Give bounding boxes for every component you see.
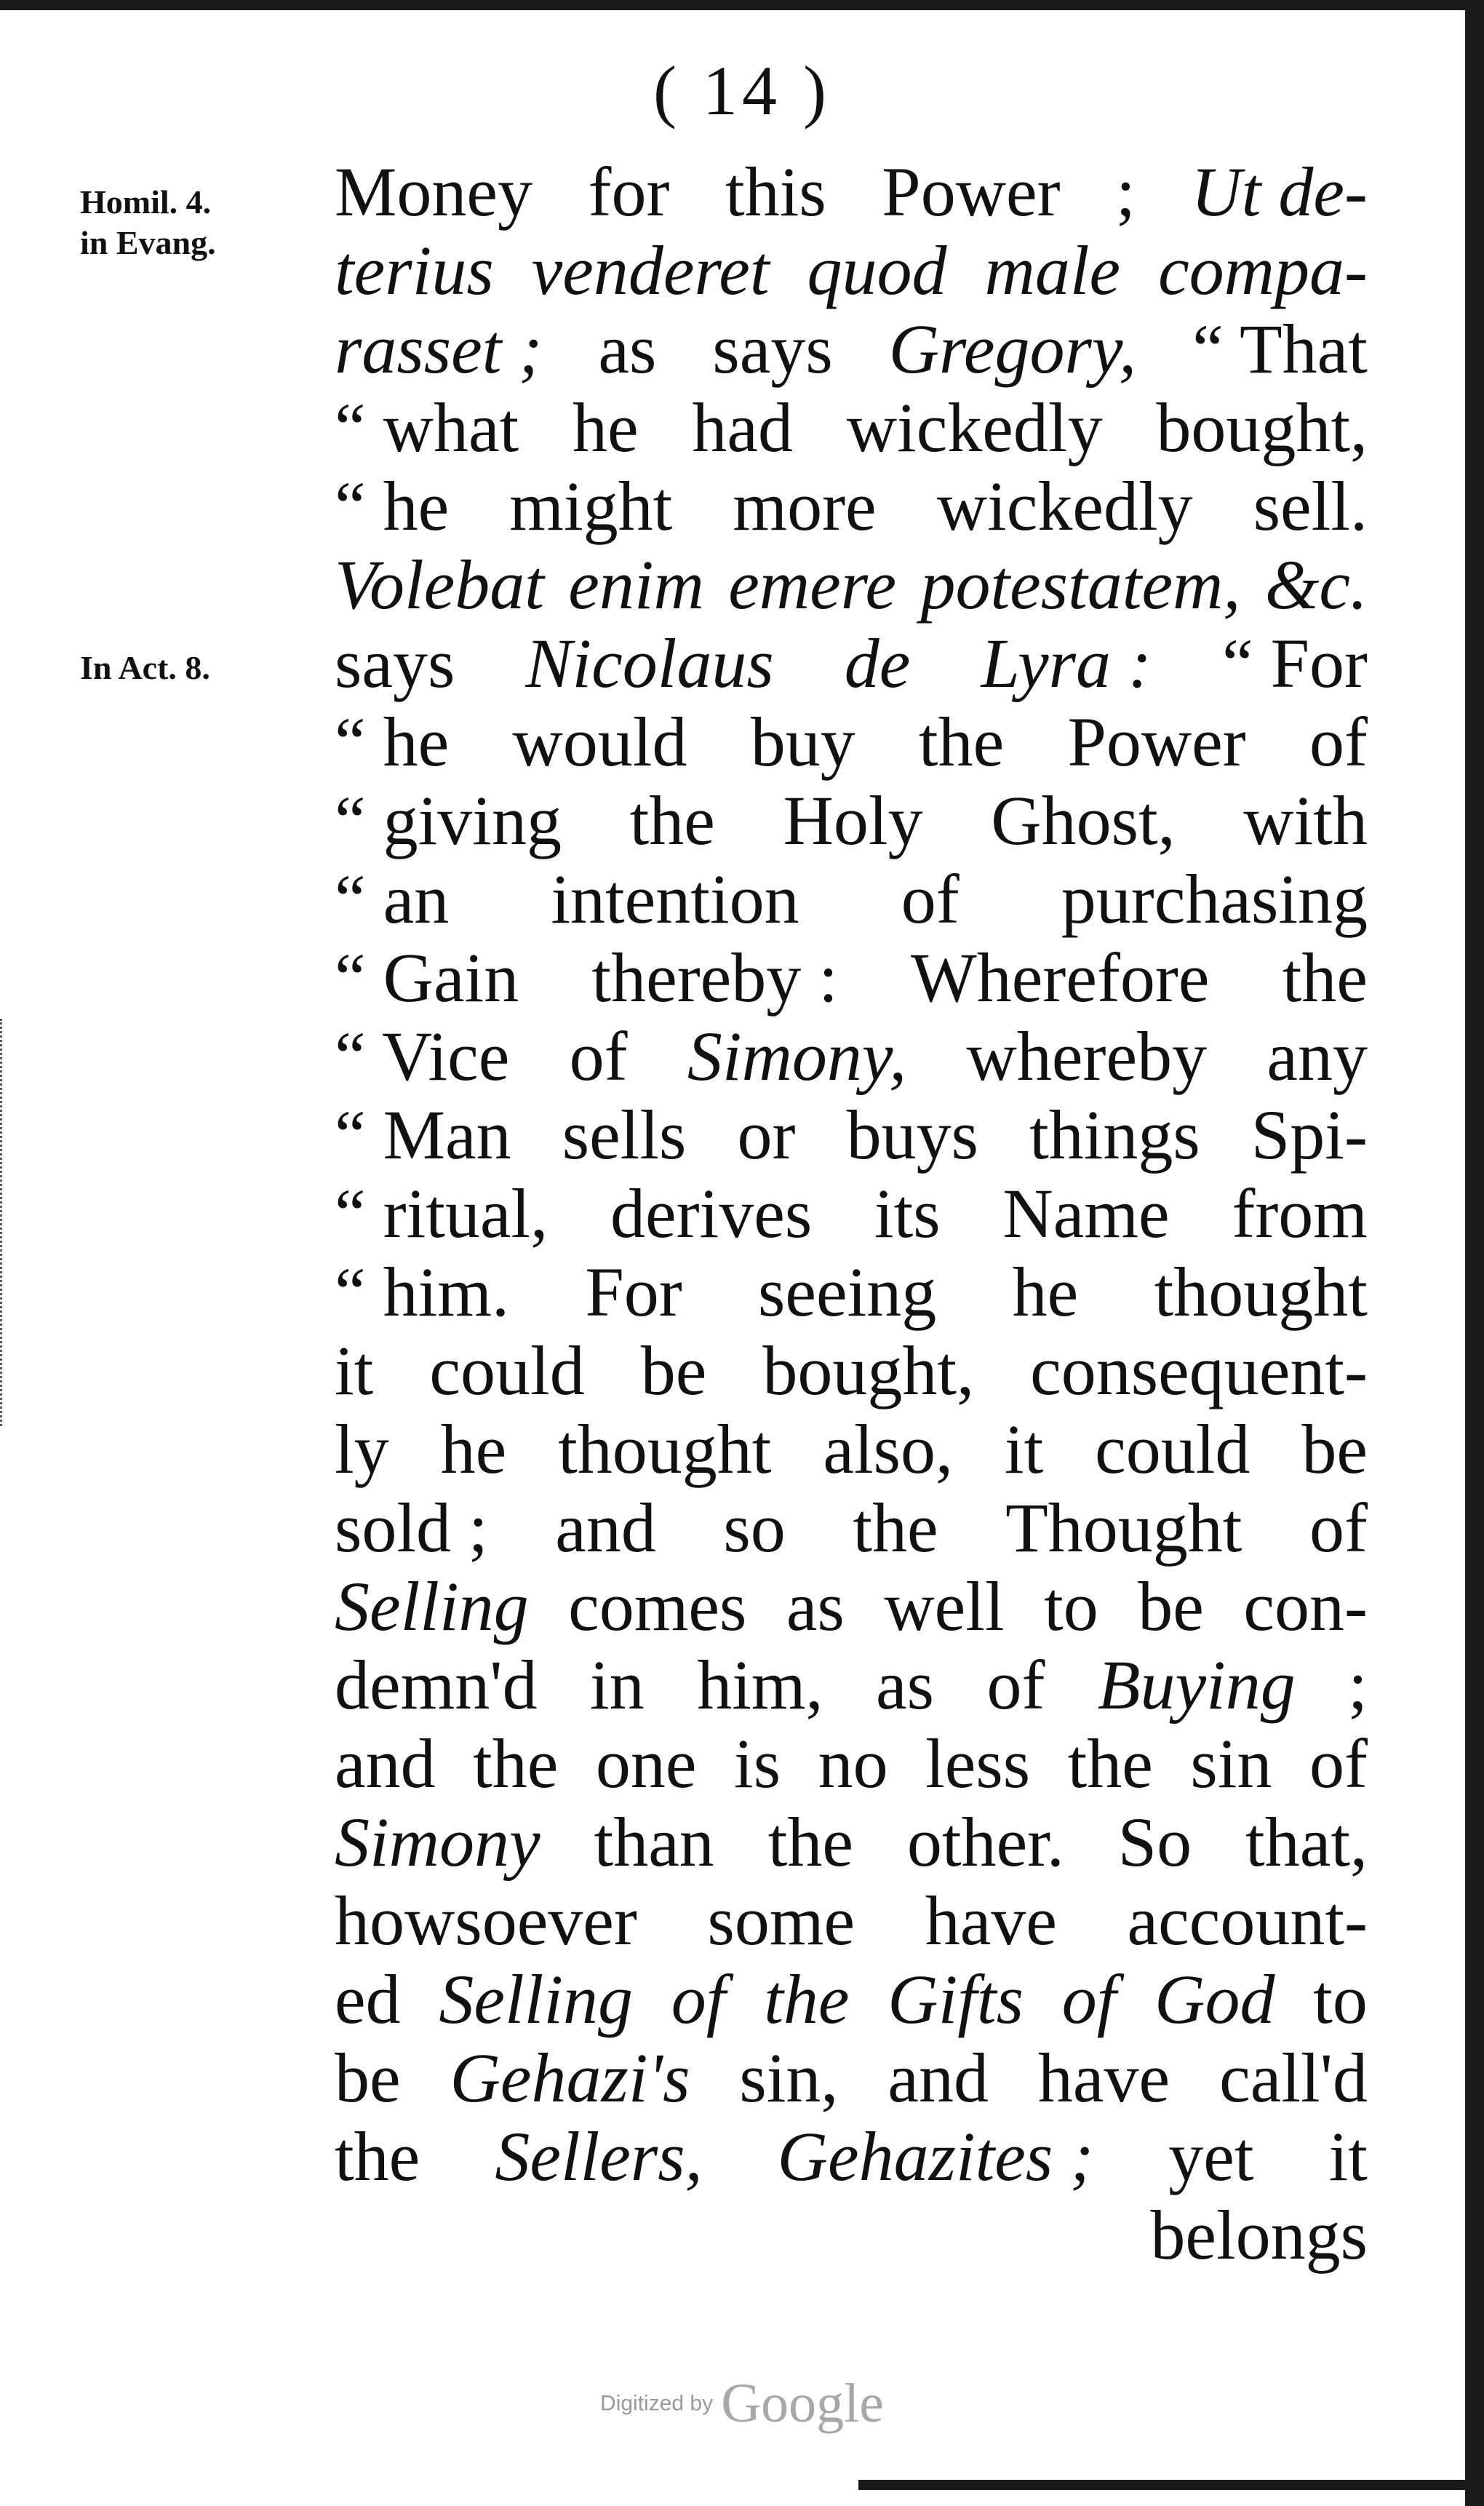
word: Selling bbox=[335, 1567, 529, 1645]
word: and bbox=[555, 1489, 656, 1567]
text-line bbox=[335, 781, 1368, 860]
word: Holy bbox=[783, 781, 923, 859]
word: emere bbox=[728, 546, 897, 624]
text-line bbox=[335, 939, 1368, 1017]
word: Ghost, bbox=[991, 781, 1176, 859]
word: the bbox=[473, 1725, 559, 1802]
text-line bbox=[335, 1174, 1368, 1253]
word: “ what bbox=[335, 389, 519, 466]
word: the bbox=[629, 781, 715, 859]
word: buy bbox=[750, 703, 855, 781]
text-line bbox=[335, 1017, 1368, 1096]
word: him, bbox=[697, 1646, 823, 1724]
word: Simony bbox=[335, 1803, 540, 1881]
text-line bbox=[335, 1410, 1368, 1489]
top-border-rule bbox=[0, 0, 1484, 10]
text-line bbox=[335, 389, 1368, 467]
word: other. bbox=[906, 1803, 1064, 1881]
word: says bbox=[712, 310, 833, 388]
word: howsoever bbox=[335, 1882, 637, 1960]
word: “ Vice bbox=[335, 1017, 510, 1095]
word: might bbox=[509, 467, 673, 545]
word: he bbox=[572, 389, 639, 466]
word: have bbox=[925, 1882, 1057, 1960]
word: more bbox=[733, 467, 877, 545]
word: as bbox=[876, 1646, 934, 1724]
word: Power bbox=[882, 153, 1061, 231]
page-number: ( 14 ) bbox=[653, 52, 831, 130]
word: enim bbox=[568, 546, 704, 624]
word: wickedly bbox=[936, 467, 1193, 545]
word: is bbox=[734, 1725, 781, 1802]
word: could bbox=[1095, 1410, 1250, 1488]
word: purchasing bbox=[1061, 860, 1368, 938]
word: con- bbox=[1243, 1567, 1368, 1645]
right-page-edge bbox=[1465, 0, 1484, 2506]
digitized-watermark bbox=[0, 2372, 1484, 2435]
word: sells bbox=[562, 1096, 687, 1174]
word: terius bbox=[335, 231, 494, 309]
word: Volebat bbox=[335, 546, 544, 624]
word: yet bbox=[1168, 2117, 1254, 2195]
word: Name bbox=[1002, 1174, 1170, 1252]
word: that, bbox=[1245, 1803, 1368, 1881]
word: be bbox=[1301, 1410, 1368, 1488]
word: “ an bbox=[335, 860, 450, 938]
text-line bbox=[335, 1803, 1368, 1882]
text-line bbox=[335, 2039, 1368, 2117]
word: quod bbox=[807, 231, 947, 309]
word: Spi- bbox=[1250, 1096, 1368, 1174]
word: it bbox=[1328, 2117, 1368, 2195]
text-line bbox=[335, 467, 1368, 546]
word: So bbox=[1117, 1803, 1192, 1881]
word: he bbox=[1012, 1253, 1079, 1331]
word: “ him. bbox=[335, 1253, 509, 1331]
word: Nicolaus bbox=[525, 624, 774, 702]
word: bought, bbox=[1156, 389, 1368, 466]
word: ; bbox=[1348, 1646, 1368, 1724]
word: its bbox=[874, 1174, 941, 1252]
word: any bbox=[1266, 1017, 1368, 1095]
word: of bbox=[1061, 1960, 1117, 2038]
word: from bbox=[1232, 1174, 1368, 1252]
word: buys bbox=[846, 1096, 978, 1174]
word: also, bbox=[823, 1410, 953, 1488]
word: ly bbox=[335, 1410, 389, 1488]
word: of bbox=[1309, 1489, 1368, 1567]
word: Gehazi's bbox=[450, 2039, 690, 2117]
word: “ giving bbox=[335, 781, 562, 859]
margin-note-line: Homil. 4. bbox=[80, 183, 212, 220]
word: “ Gain bbox=[335, 939, 519, 1017]
word: male bbox=[984, 231, 1121, 309]
catchword-line bbox=[335, 2196, 1368, 2275]
word: sin, bbox=[739, 2039, 839, 2117]
word: it bbox=[1004, 1410, 1044, 1488]
word: Wherefore bbox=[911, 939, 1210, 1017]
word: of bbox=[1309, 1725, 1368, 1802]
body-text bbox=[335, 153, 1368, 2275]
word: thought bbox=[1154, 1253, 1368, 1331]
word: “ That bbox=[1192, 310, 1368, 388]
word: to bbox=[1044, 1567, 1098, 1645]
catchword: belongs bbox=[1150, 2196, 1368, 2274]
word: would bbox=[512, 703, 687, 781]
text-line bbox=[335, 310, 1368, 389]
text-line bbox=[335, 1253, 1368, 1332]
word: than bbox=[594, 1803, 714, 1881]
word: to bbox=[1313, 1960, 1368, 2038]
word: no bbox=[818, 1725, 888, 1802]
word: Power bbox=[1067, 703, 1246, 781]
word: ed bbox=[335, 1960, 401, 2038]
word: the bbox=[918, 703, 1005, 781]
word: says bbox=[335, 624, 455, 702]
word: thought bbox=[558, 1410, 772, 1488]
word: less bbox=[925, 1725, 1031, 1802]
text-line bbox=[335, 1096, 1368, 1174]
word: be bbox=[640, 1332, 707, 1409]
word: for bbox=[588, 153, 670, 231]
word: he bbox=[440, 1410, 507, 1488]
text-line bbox=[335, 1725, 1368, 1803]
word: the bbox=[853, 1489, 938, 1567]
digitized-label: Digitized by bbox=[600, 2391, 714, 2416]
margin-note-line: in Evang. bbox=[80, 224, 216, 261]
word: rasset ; bbox=[335, 310, 543, 388]
word: it bbox=[335, 1332, 374, 1409]
word: some bbox=[707, 1882, 855, 1960]
word: intention bbox=[551, 860, 799, 938]
word: compa- bbox=[1158, 231, 1368, 309]
word: so bbox=[723, 1489, 786, 1567]
word: of bbox=[569, 1017, 628, 1095]
word: For bbox=[585, 1253, 682, 1331]
margin-note-line: In Act. 8. bbox=[80, 649, 210, 686]
word: sell. bbox=[1253, 467, 1368, 545]
word: sold ; bbox=[335, 1489, 488, 1567]
word: the bbox=[1282, 939, 1368, 1017]
word: of bbox=[986, 1646, 1045, 1724]
word: Buying bbox=[1097, 1646, 1296, 1724]
word: thereby : bbox=[591, 939, 838, 1017]
word: derives bbox=[610, 1174, 813, 1252]
word: with bbox=[1243, 781, 1368, 859]
word: and bbox=[335, 1725, 436, 1802]
text-line bbox=[335, 1332, 1368, 1410]
word: of bbox=[671, 1960, 726, 2038]
text-line bbox=[335, 231, 1368, 310]
text-line bbox=[335, 2117, 1368, 2196]
word: demn'd bbox=[335, 1646, 538, 1724]
word: Gifts bbox=[887, 1960, 1024, 2038]
word: of bbox=[901, 860, 960, 938]
word: the bbox=[764, 1960, 850, 2038]
word: the bbox=[1067, 1725, 1153, 1802]
word: Ut de- bbox=[1191, 153, 1368, 231]
bottom-border-rule bbox=[858, 2480, 1484, 2490]
word: things bbox=[1029, 1096, 1200, 1174]
word: this bbox=[725, 153, 826, 231]
word: “ ritual, bbox=[335, 1174, 548, 1252]
word: Sellers, bbox=[495, 2117, 703, 2195]
word: Selling bbox=[439, 1960, 633, 2038]
left-margin-speckle bbox=[0, 1019, 7, 1426]
word: potestatem, bbox=[920, 546, 1241, 624]
text-line bbox=[335, 624, 1368, 703]
word: of bbox=[1309, 703, 1368, 781]
google-logo: Google bbox=[721, 2373, 884, 2434]
word: Simony, bbox=[687, 1017, 907, 1095]
word: ; bbox=[1116, 153, 1136, 231]
text-line bbox=[335, 1882, 1368, 1960]
word: de bbox=[844, 624, 911, 702]
word: Gregory, bbox=[888, 310, 1137, 388]
word: seeing bbox=[758, 1253, 937, 1331]
word: wickedly bbox=[846, 389, 1103, 466]
word: well bbox=[884, 1567, 1005, 1645]
text-line bbox=[335, 1646, 1368, 1725]
margin-note-homily bbox=[80, 182, 216, 263]
word: account- bbox=[1127, 1882, 1368, 1960]
text-line bbox=[335, 1567, 1368, 1646]
word: bought, bbox=[762, 1332, 975, 1409]
word: call'd bbox=[1219, 2039, 1368, 2117]
word: and bbox=[887, 2039, 989, 2117]
word: comes bbox=[568, 1567, 747, 1645]
word: Lyra : bbox=[981, 624, 1152, 702]
word: one bbox=[595, 1725, 697, 1802]
word: the bbox=[767, 1803, 853, 1881]
margin-note-acts bbox=[80, 648, 210, 688]
text-line bbox=[335, 1489, 1368, 1567]
word: Thought bbox=[1005, 1489, 1242, 1567]
word: “ For bbox=[1222, 624, 1368, 702]
word: had bbox=[692, 389, 793, 466]
word: sin bbox=[1190, 1725, 1272, 1802]
word: God bbox=[1154, 1960, 1275, 2038]
word: &c. bbox=[1264, 546, 1368, 624]
word: in bbox=[590, 1646, 645, 1724]
word: “ he bbox=[335, 467, 450, 545]
word: Gehazites ; bbox=[777, 2117, 1094, 2195]
word: as bbox=[786, 1567, 845, 1645]
text-line bbox=[335, 546, 1368, 624]
word: be bbox=[1138, 1567, 1204, 1645]
word: consequent- bbox=[1030, 1332, 1368, 1409]
word: be bbox=[335, 2039, 401, 2117]
word: or bbox=[737, 1096, 796, 1174]
word: Money bbox=[335, 153, 532, 231]
text-line bbox=[335, 153, 1368, 231]
word: as bbox=[598, 310, 657, 388]
word: “ Man bbox=[335, 1096, 511, 1174]
text-line bbox=[335, 703, 1368, 781]
word: “ he bbox=[335, 703, 450, 781]
text-line bbox=[335, 1960, 1368, 2039]
text-line bbox=[335, 860, 1368, 939]
word: venderet bbox=[531, 231, 770, 309]
word: could bbox=[429, 1332, 585, 1409]
word: whereby bbox=[966, 1017, 1208, 1095]
word: have bbox=[1037, 2039, 1170, 2117]
word: the bbox=[335, 2117, 420, 2195]
